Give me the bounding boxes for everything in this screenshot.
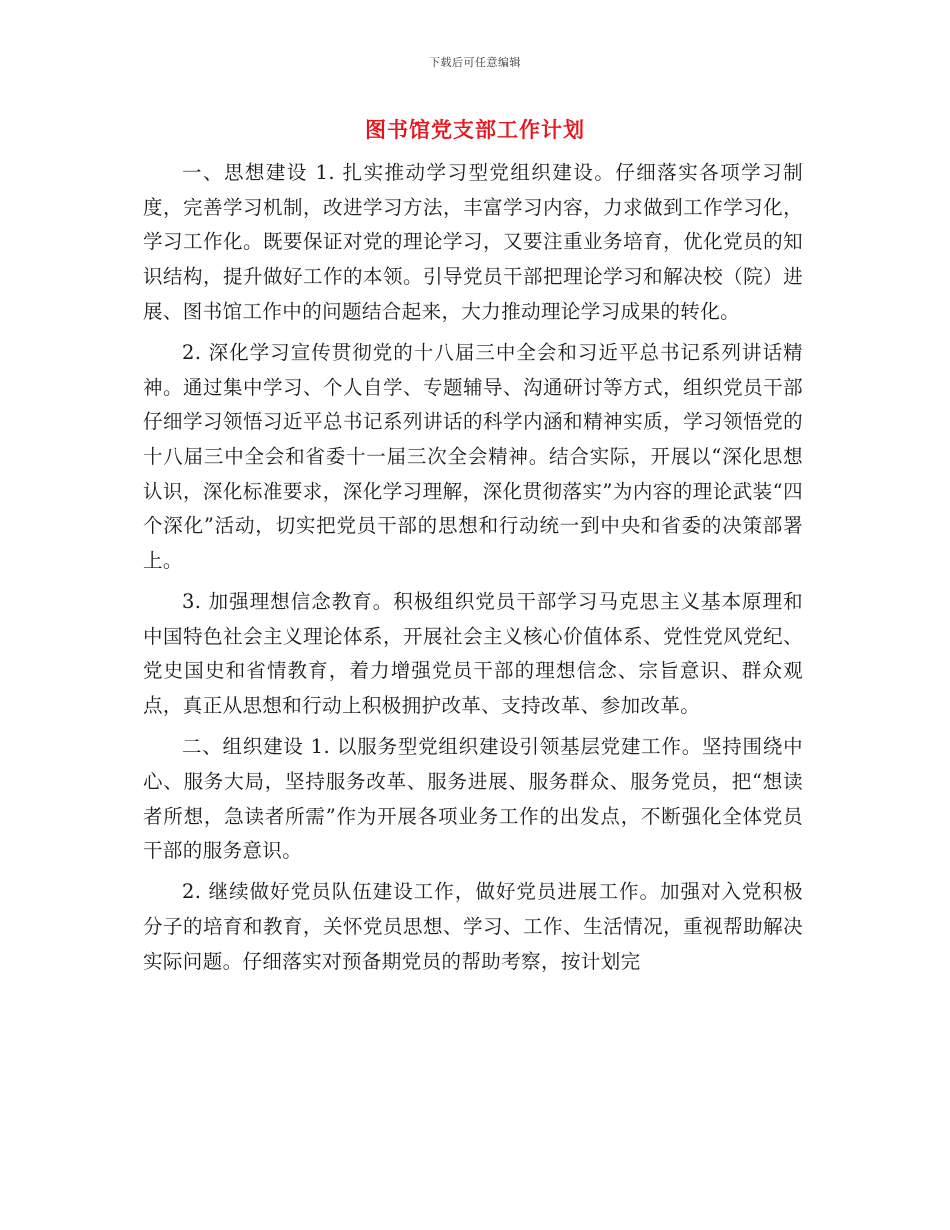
paragraph: 二、组织建设 1. 以服务型党组织建设引领基层党建工作。坚持围绕中心、服务大局，坚持服务改革、服务进展、服务群众、服务党员，把“想读者所想，急读者所需”作为开展各项业务工作的出发点，不断强化全体党员干部的服务意识。 [143,735,803,863]
paragraph: 3. 加强理想信念教育。积极组织党员干部学习马克思主义基本原理和中国特色社会主义理论体系，开展社会主义核心价值体系、党性党风党纪、党史国史和省情教育，着力增强党员干部的理想信念、宗旨意识、群众观点，真正从思想和行动上积极拥护改革、支持改革、参加改革。 [143,590,803,718]
paragraph: 2. 继续做好党员队伍建设工作，做好党员进展工作。加强对入党积极分子的培育和教育，关怀党员思想、学习、工作、生活情况，重视帮助解决实际问题。仔细落实对预备期党员的帮助考察，按计划完 [143,880,803,973]
paragraph: 一、思想建设 1. 扎实推动学习型党组织建设。仔细落实各项学习制度，完善学习机制，改进学习方法，丰富学习内容，力求做到工作学习化，学习工作化。既要保证对党的理论学习，又要注重业务培育，优化党员的知识结构，提升做好工作的本领。引导党员干部把理论学习和解决校（院）进展、图书馆工作中的问题结合起来，大力推动理论学习成果的转化。 [143,161,803,323]
document-body [143,156,803,986]
document-title: 图书馆党支部工作计划 [365,117,585,142]
paragraph: 2. 深化学习宣传贯彻党的十八届三中全会和习近平总书记系列讲话精神。通过集中学习、个人自学、专题辅导、沟通研讨等方式，组织党员干部仔细学习领悟习近平总书记系列讲话的科学内涵和精神实质，学习领悟党的十八届三中全会和省委十一届三次全会精神。结合实际，开展以“深化思想认识，深化标准要求，深化学习理解，深化贯彻落实”为内容的理论武装“四个深化”活动，切实把党员干部的思想和行动统一到中央和省委的决策部署上。 [143,340,803,573]
page-header-note: 下载后可任意编辑 [429,56,521,69]
